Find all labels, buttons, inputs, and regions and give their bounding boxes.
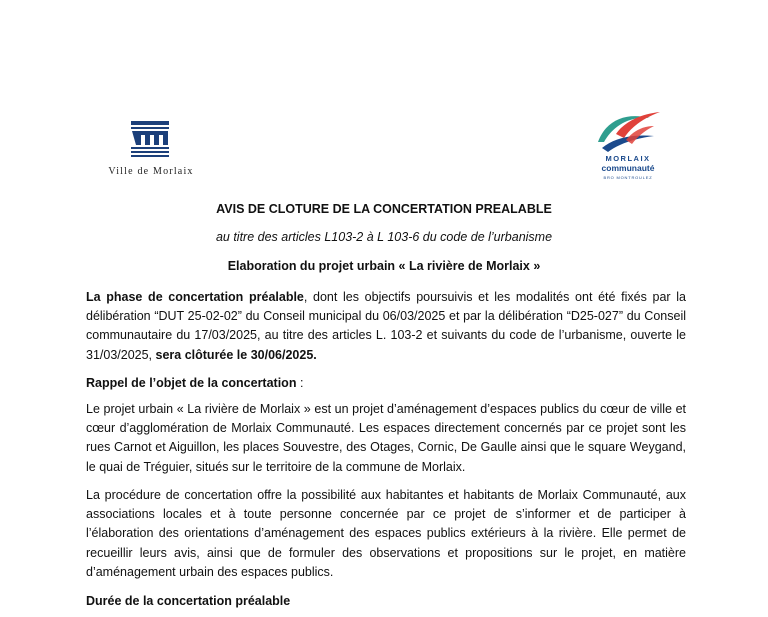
paragraph-lead: La phase de concertation préalable — [86, 290, 304, 304]
paragraph-closure-notice — [86, 288, 686, 365]
communaute-logo-name: MORLAIX — [605, 154, 651, 163]
project-heading: Elaboration du projet urbain « La rivière de Morlaix » — [227, 259, 541, 273]
section-heading-objet — [86, 374, 686, 393]
communaute-logo-sub: communauté — [601, 163, 655, 173]
section-heading-label: Rappel de l’objet de la concertation — [86, 376, 297, 390]
ville-emblem-icon — [128, 118, 174, 160]
section-heading-duree: Durée de la concertation préalable — [86, 594, 291, 608]
morlaix-communaute-logo — [590, 108, 670, 188]
section-heading-suffix: : — [296, 376, 304, 390]
paragraph-body: , dont les objectifs poursuivis et les modalités ont été fixés par la délibération “DUT 25-02-02” du Conseil municipal du 06/03/2025 et par la délibération “D25-027” du Conseil communautaire du 17/03/2025, au titre des articles L. 103-2 et suivants du code de l’urbanisme, ouverte le 31/03/2025, — [86, 290, 686, 362]
paragraph-projet-urbain: Le projet urbain « La rivière de Morlaix » est un projet d’aménagement d’espaces publics du cœur de ville et cœur d’agglomération de Morlaix Communauté. Les espaces directement concernés par ce projet sont les rues Carnot et Aiguillon, les places Souvestre, des Otages, Cornic, De Gaulle ainsi que le square Weygand, le quai de Tréguier, situés sur le territoire de la commune de Morlaix. — [86, 402, 686, 474]
ville-logo-text: Ville de Morlaix — [108, 166, 194, 177]
ville-de-morlaix-logo — [88, 118, 214, 180]
document-title: AVIS DE CLOTURE DE LA CONCERTATION PREALABLE — [216, 202, 552, 216]
document-subtitle: au titre des articles L103-2 à L 103-6 du code de l’urbanisme — [215, 230, 553, 244]
paragraph-procedure: La procédure de concertation offre la possibilité aux habitantes et habitants de Morlaix Communauté, aux associations locales et à toute personne concernée par ce projet de s’informer et de participer à l’élaboration des orientations d’aménagement des espaces publics extérieurs à la rivière. Elle permet de recueillir leurs avis, ainsi que de formuler des observations et propositions sur le projet, en matière d’aménagement urbain des espaces publics. — [86, 488, 686, 579]
communaute-logo-tag: BRO MONTROULEZ — [603, 175, 653, 180]
communaute-emblem-icon — [592, 108, 664, 152]
closure-date-text: sera clôturée le 30/06/2025. — [155, 347, 317, 362]
